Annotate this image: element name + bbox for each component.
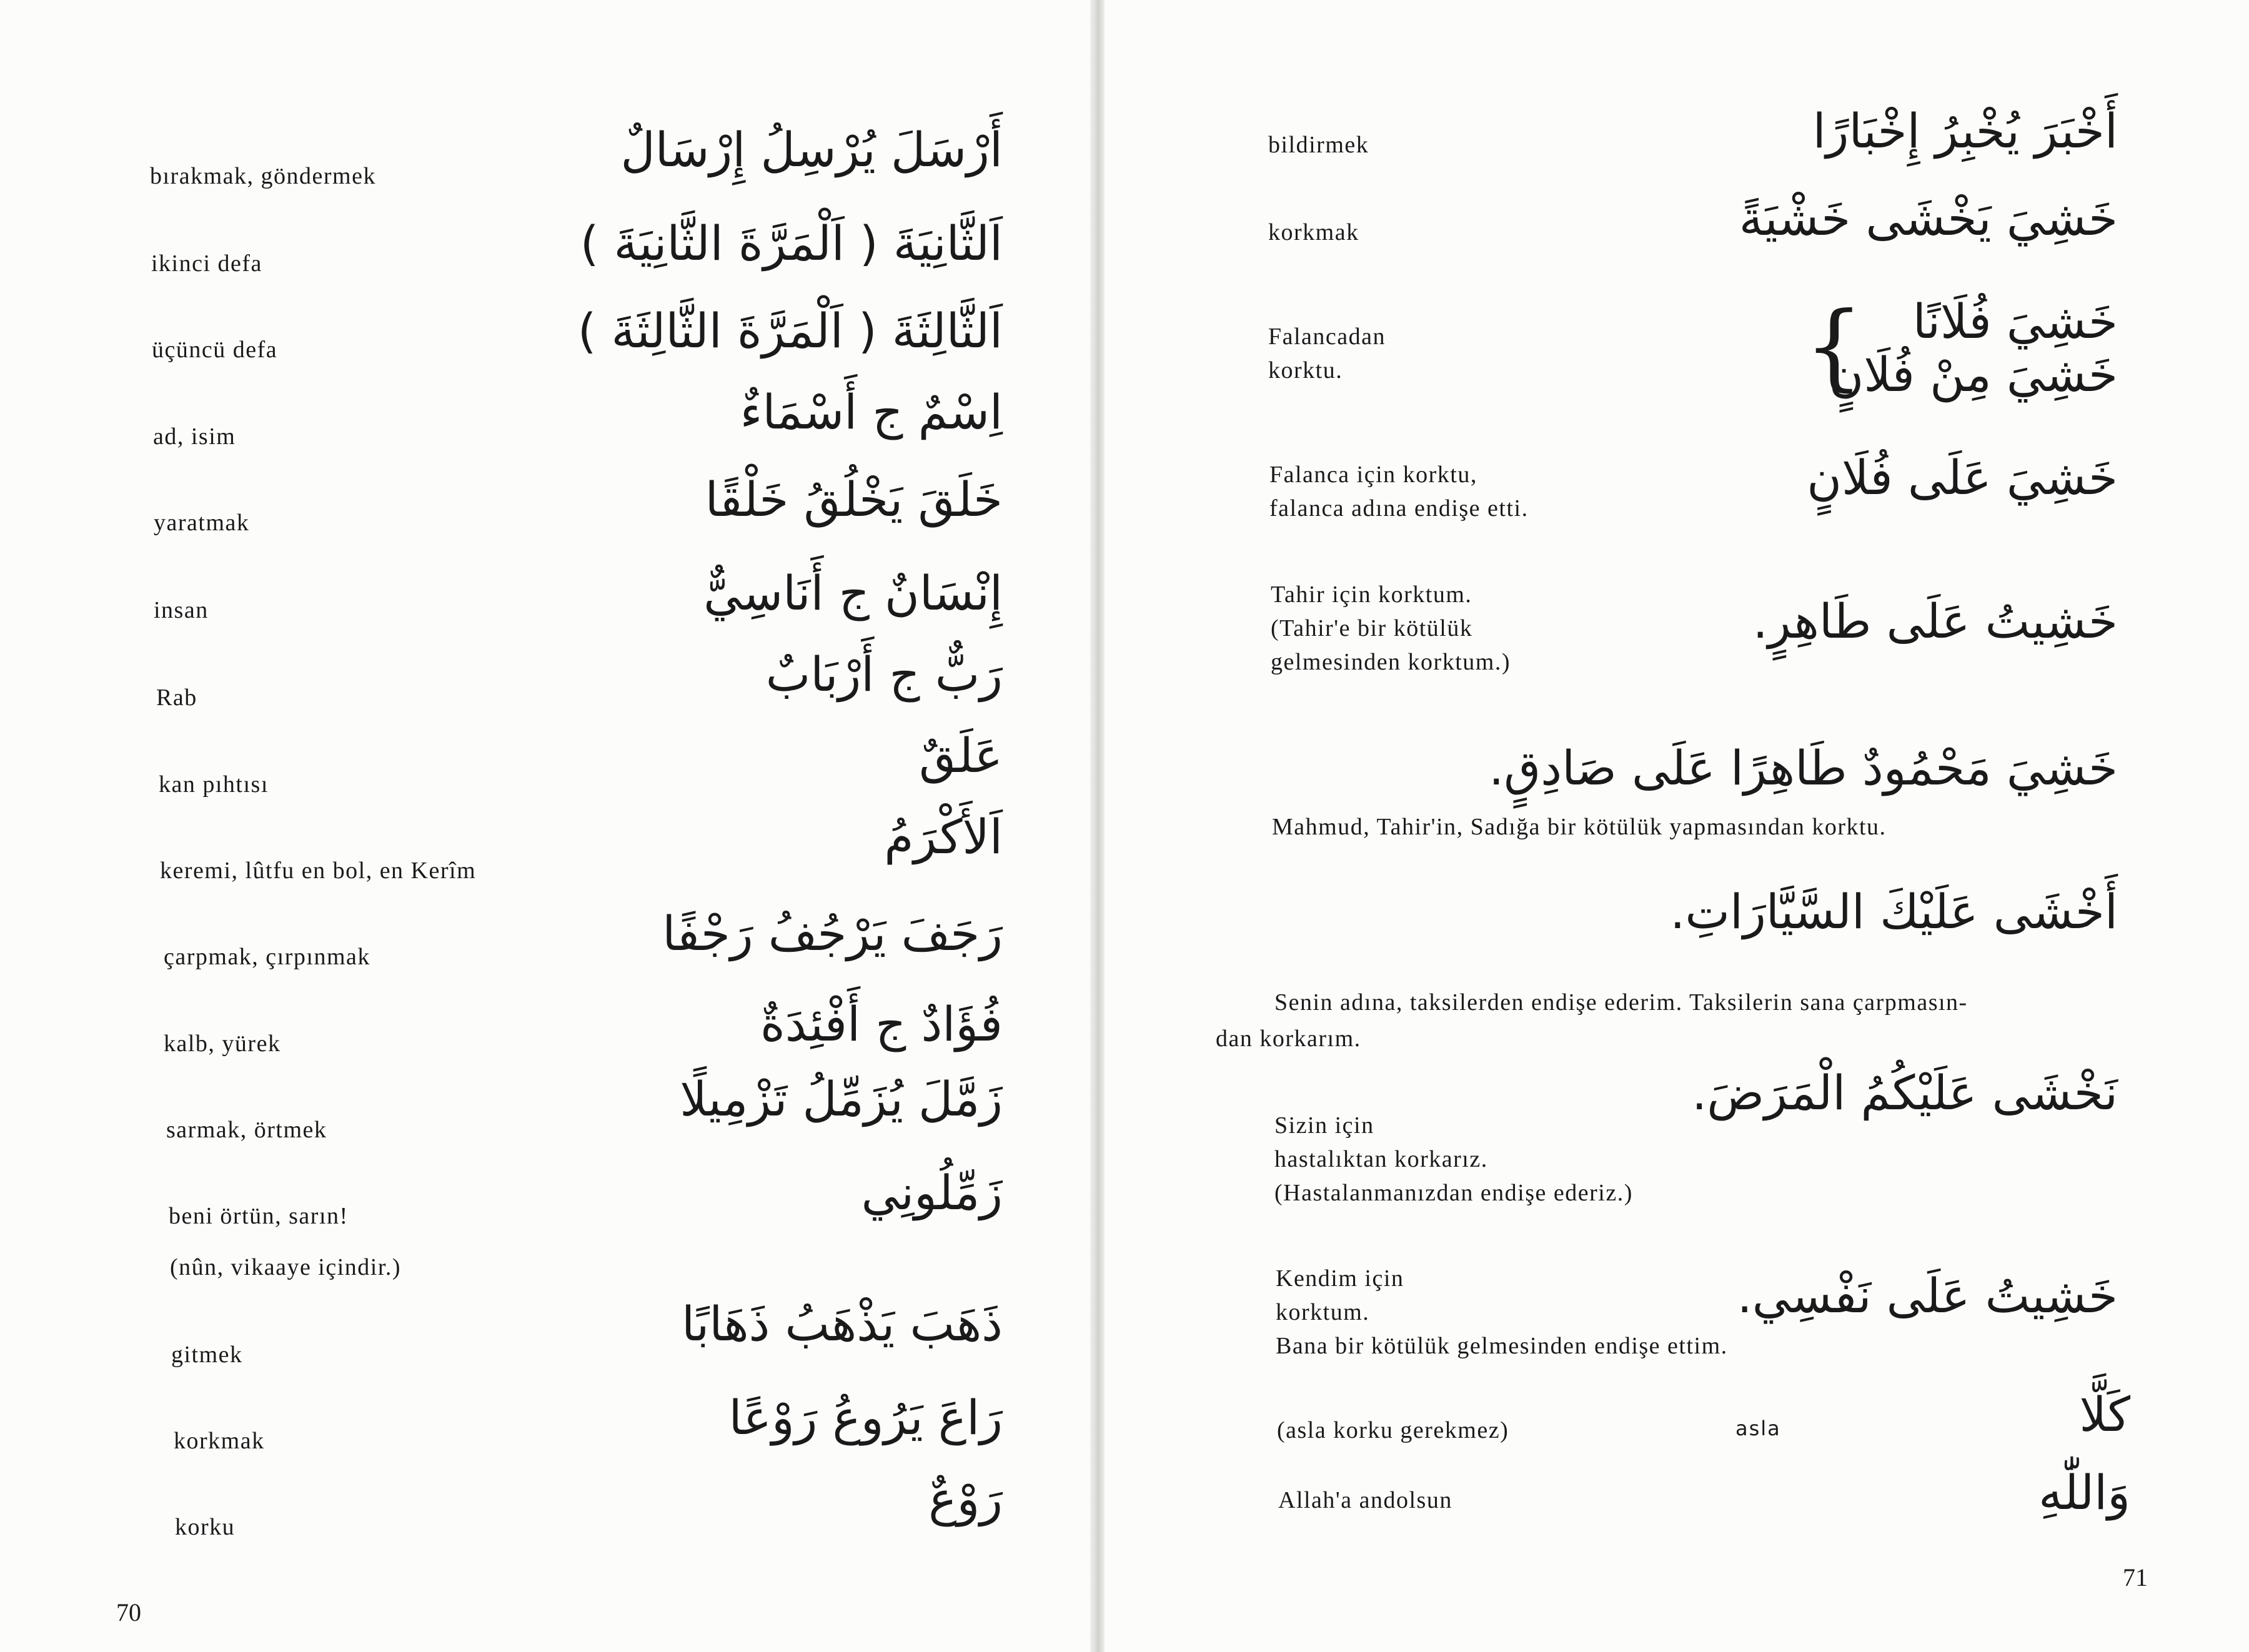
ar-entry: ذَهَبَ يَذْهَبُ ذَهَابًا <box>681 1296 1003 1352</box>
ar-entry: فُؤَادٌ ج أَفْئِدَةٌ <box>760 996 1003 1052</box>
ar-entry: زَمَّلَ يُزَمِّلُ تَزْمِيلًا <box>680 1071 1003 1127</box>
tr-entry: Kendim için korktum. Bana bir kötülük gelmesinden endişe ettim. <box>1276 1265 1728 1359</box>
tr-entry: (asla korku gerekmez) <box>1277 1417 1509 1443</box>
ar-entry: خَشِيتُ عَلَى طَاهِرٍ. <box>1752 593 2118 649</box>
tr-entry: Allah'a andolsun <box>1278 1487 1452 1513</box>
ar-entry: اَلثَّانِيَةَ ( اَلْمَرَّةَ الثَّانِيَةَ ) <box>580 215 1003 271</box>
tr-entry: korkmak <box>174 1428 265 1454</box>
handwritten-note: asla <box>1735 1417 1781 1440</box>
tr-entry: Falanca için korktu, falanca adına endişe etti. <box>1269 462 1529 522</box>
right-page <box>1105 0 2249 1652</box>
tr-entry: insan <box>154 597 209 623</box>
page-number: 70 <box>116 1598 141 1626</box>
ar-entry: خَشِيَ عَلَى فُلَانٍ <box>1807 450 2118 505</box>
ar-entry: أَخْشَى عَلَيْكَ السَّيَّارَاتِ. <box>1670 884 2118 939</box>
ar-entry: كَلَّا <box>2079 1387 2130 1442</box>
tr-entry: korkmak <box>1268 219 1359 245</box>
ar-entry: أَرْسَلَ يُرْسِلُ إِرْسَالٌ <box>620 122 1003 177</box>
ar-entry: أَخْبَرَ يُخْبِرُ إِخْبَارًا <box>1812 103 2118 159</box>
tr-entry: gitmek <box>171 1342 243 1368</box>
ar-entry: خَشِيَ فُلَانًا <box>1912 294 2118 349</box>
tr-entry: üçüncü defa <box>152 337 278 363</box>
tr-entry: kan pıhtısı <box>159 771 269 798</box>
ar-entry: إِنْسَانٌ ج أَنَاسِيٌّ <box>703 565 1003 621</box>
tr-entry: yaratmak <box>154 510 250 536</box>
ar-entry: وَاللّٰهِ <box>2038 1465 2130 1520</box>
left-page <box>0 0 1090 1652</box>
tr-entry: kalb, yürek <box>164 1031 281 1057</box>
ar-entry: زَمِّلُونِي <box>861 1165 1003 1220</box>
tr-entry: (nûn, vikaaye içindir.) <box>170 1254 402 1280</box>
tr-entry: Mahmud, Tahir'in, Sadığa bir kötülük yapmasından korktu. <box>1272 814 1887 840</box>
book-spine <box>1090 0 1105 1652</box>
ar-entry: رَوْعٌ <box>928 1471 1003 1526</box>
ar-entry: عَلَقٌ <box>919 728 1003 783</box>
ar-entry: خَشِيَ يَخْشَى خَشْيَةً <box>1739 190 2118 246</box>
tr-entry: Tahir için korktum. (Tahir'e bir kötülük gelmesinden korktum.) <box>1271 581 1511 675</box>
tr-entry: ikinci defa <box>151 250 262 277</box>
ar-entry: رَبٌّ ج أَرْبَابٌ <box>765 646 1003 702</box>
tr-entry: Senin adına, taksilerden endişe ederim. Taksilerin sana çarpmasın- <box>1274 989 1968 1016</box>
tr-entry: çarpmak, çırpınmak <box>164 944 370 970</box>
tr-entry: keremi, lûtfu en bol, en Kerîm <box>160 858 477 884</box>
tr-entry: Rab <box>156 685 197 711</box>
tr-entry: bildirmek <box>1268 132 1369 158</box>
tr-entry: dan korkarım. <box>1216 1026 1361 1052</box>
tr-entry: Sizin için hastalıktan korkarız. (Hastalanmanızdan endişe ederiz.) <box>1274 1112 1633 1206</box>
tr-entry: ad, isim <box>153 423 236 450</box>
page-number: 71 <box>2123 1563 2148 1591</box>
tr-entry: korku <box>175 1514 236 1540</box>
tr-entry: sarmak, örtmek <box>166 1117 327 1143</box>
ar-entry: رَجَفَ يَرْجُفُ رَجْفًا <box>662 906 1003 961</box>
ar-entry: اَلأَكْرَمُ <box>884 809 1003 864</box>
ar-entry: نَخْشَى عَلَيْكُمُ الْمَرَضَ. <box>1692 1065 2118 1120</box>
ar-entry: اِسْمٌ ج أَسْمَاءٌ <box>740 384 1003 440</box>
ar-entry: اَلثَّالِثَةَ ( اَلْمَرَّةَ الثَّالِثَةَ ) <box>577 303 1003 359</box>
ar-entry: خَشِيتُ عَلَى نَفْسِي. <box>1737 1268 2118 1323</box>
ar-entry: خَشِيَ مِنْ فُلَانٍ <box>1829 347 2118 402</box>
ar-entry: خَشِيَ مَحْمُودٌ طَاهِرًا عَلَى صَادِقٍ. <box>1489 740 2118 796</box>
curly-brace: { <box>1804 292 1864 401</box>
tr-entry: Falancadan korktu. <box>1268 324 1386 383</box>
ar-entry: رَاعَ يَرُوعُ رَوْعًا <box>728 1390 1003 1445</box>
tr-entry: beni örtün, sarın! <box>169 1203 349 1229</box>
ar-entry: خَلَقَ يَخْلُقُ خَلْقًا <box>705 472 1003 527</box>
tr-entry: bırakmak, göndermek <box>150 163 376 189</box>
